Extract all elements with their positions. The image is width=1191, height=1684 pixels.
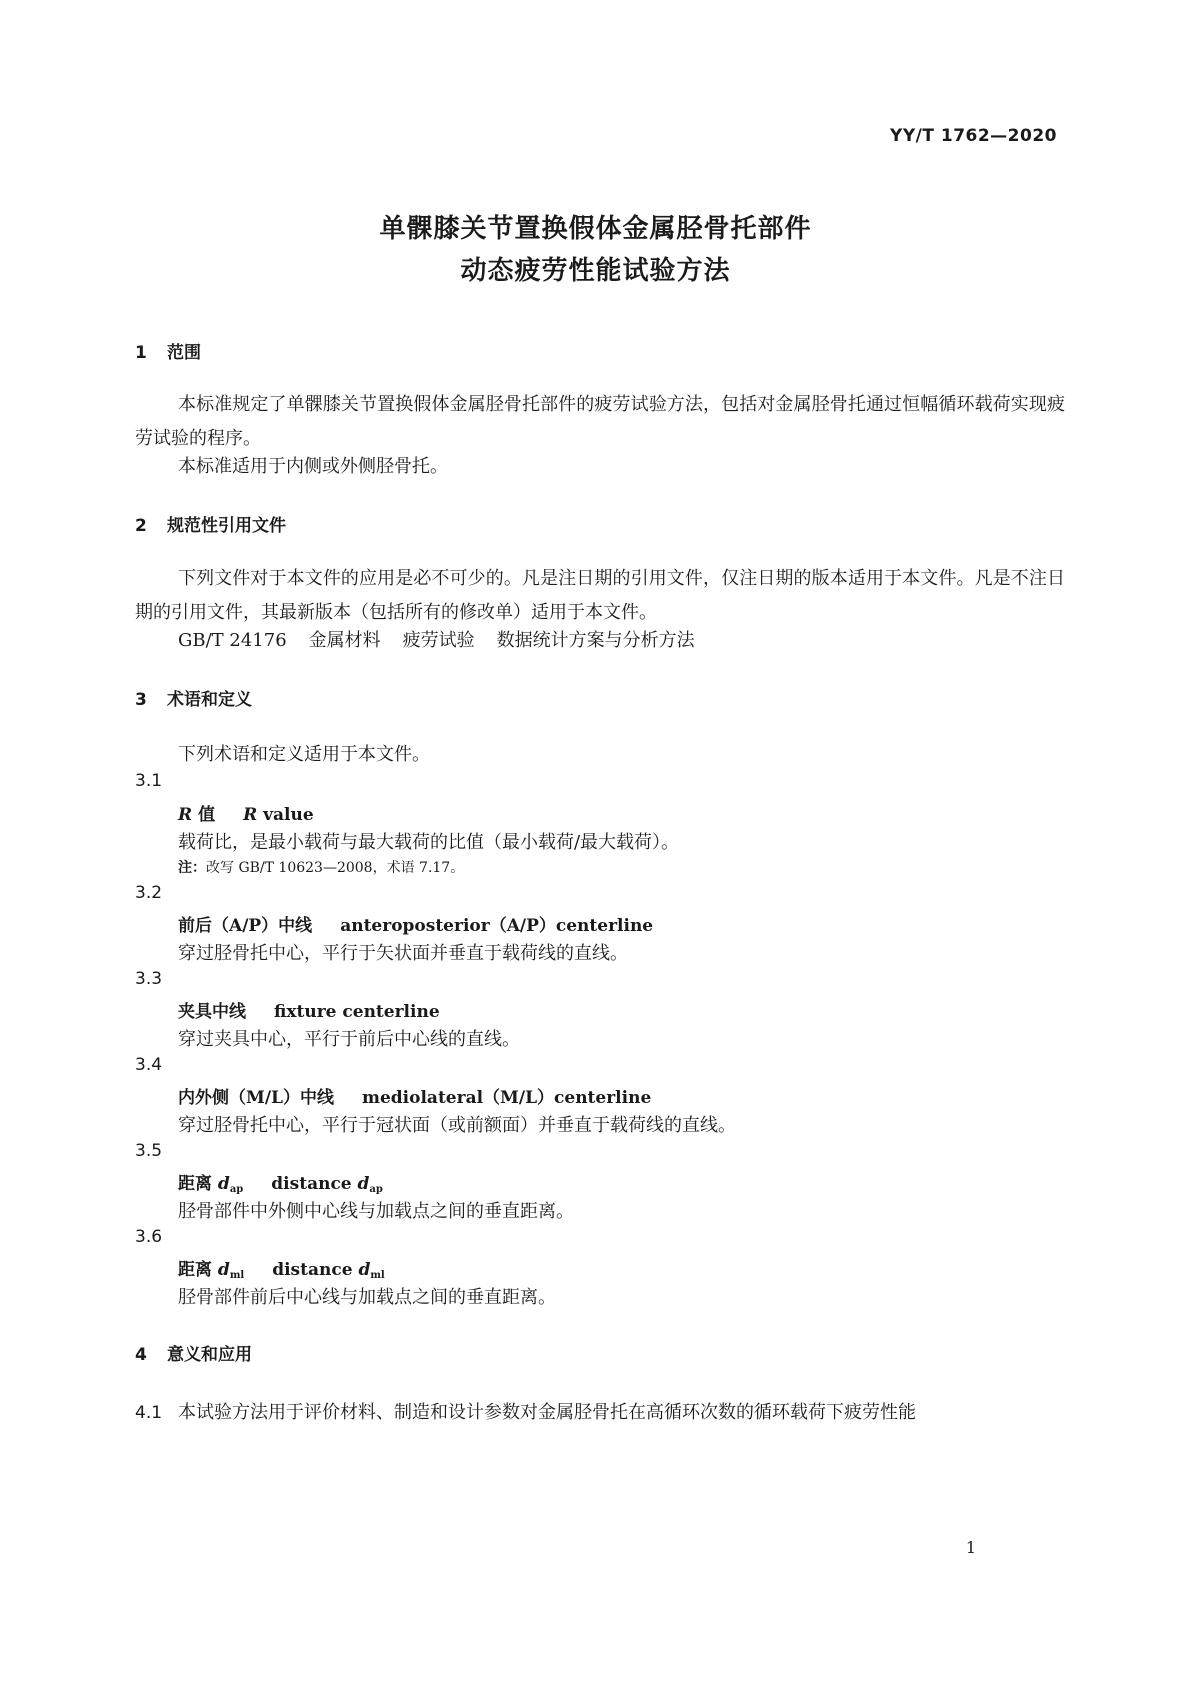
reference-part-1: 金属材料 — [308, 630, 381, 651]
section-4-heading: 4 意义和应用 — [135, 1345, 252, 1365]
section-3-intro: 下列术语和定义适用于本文件。 — [178, 744, 430, 765]
term-definition: 穿过夹具中心，平行于前后中心线的直线。 — [178, 1029, 520, 1050]
standard-number: YY/T 1762—2020 — [890, 126, 1057, 146]
section-2-heading: 2 规范性引用文件 — [135, 516, 286, 536]
section-1-paragraph-2: 本标准适用于内侧或外侧胫骨托。 — [178, 456, 448, 477]
term-definition: 穿过胫骨托中心，平行于矢状面并垂直于载荷线的直线。 — [178, 943, 628, 964]
term-number: 3.5 — [135, 1141, 163, 1161]
term-heading: 距离 $d_{ml}$ distance $d_{ml}$ — [178, 1260, 385, 1281]
term-note: 注：改写 GB/T 10623—2008，术语 7.17。 — [178, 860, 465, 876]
section-3-heading: 3 术语和定义 — [135, 690, 252, 710]
clause-4-1: 4.1 本试验方法用于评价材料、制造和设计参数对金属胫骨托在高循环次数的循环载荷下疲劳性能 — [135, 1402, 916, 1423]
term-heading: 距离 $d_{ap}$ distance $d_{ap}$ — [178, 1174, 383, 1195]
term-definition: 穿过胫骨托中心，平行于冠状面（或前额面）并垂直于载荷线的直线。 — [178, 1115, 736, 1136]
term-definition: 载荷比，是最小载荷与最大载荷的比值（最小载荷/最大载荷）。 — [178, 832, 680, 853]
section-2-paragraph-1: 下列文件对于本文件的应用是必不可少的。凡是注日期的引用文件，仅注日期的版本适用于本文件。凡是不注日期的引用文件，其最新版本（包括所有的修改单）适用于本文件。 — [135, 568, 1065, 623]
document-title-line1: 单髁膝关节置换假体金属胫骨托部件 — [379, 214, 812, 244]
term-definition: 胫骨部件前后中心线与加载点之间的垂直距离。 — [178, 1287, 556, 1308]
document-title-line2: 动态疲劳性能试验方法 — [460, 256, 731, 286]
normative-reference — [178, 626, 717, 652]
section-1-heading: 1 范围 — [135, 343, 201, 363]
term-heading: 夹具中线 fixture centerline — [178, 1002, 440, 1022]
term-number: 3.4 — [135, 1055, 163, 1075]
reference-part-2: 疲劳试验 — [402, 630, 475, 651]
page-number: 1 — [965, 1538, 976, 1557]
term-heading: 内外侧（M/L）中线 mediolateral（M/L）centerline — [178, 1088, 652, 1108]
term-heading: 前后（A/P）中线 anteroposterior（A/P）centerline — [178, 916, 654, 936]
reference-code: GB/T 24176 — [178, 630, 287, 651]
term-heading: R 值 R value — [178, 805, 314, 825]
term-definition: 胫骨部件中外侧中心线与加载点之间的垂直距离。 — [178, 1201, 574, 1222]
term-number: 3.3 — [135, 969, 163, 989]
term-number: 3.6 — [135, 1227, 163, 1247]
term-number: 3.2 — [135, 883, 163, 903]
term-number: 3.1 — [135, 771, 163, 791]
reference-part-3: 数据统计方案与分析方法 — [496, 630, 695, 651]
section-1-paragraph-1: 本标准规定了单髁膝关节置换假体金属胫骨托部件的疲劳试验方法，包括对金属胫骨托通过恒幅循环载荷实现疲劳试验的程序。 — [135, 394, 1065, 449]
